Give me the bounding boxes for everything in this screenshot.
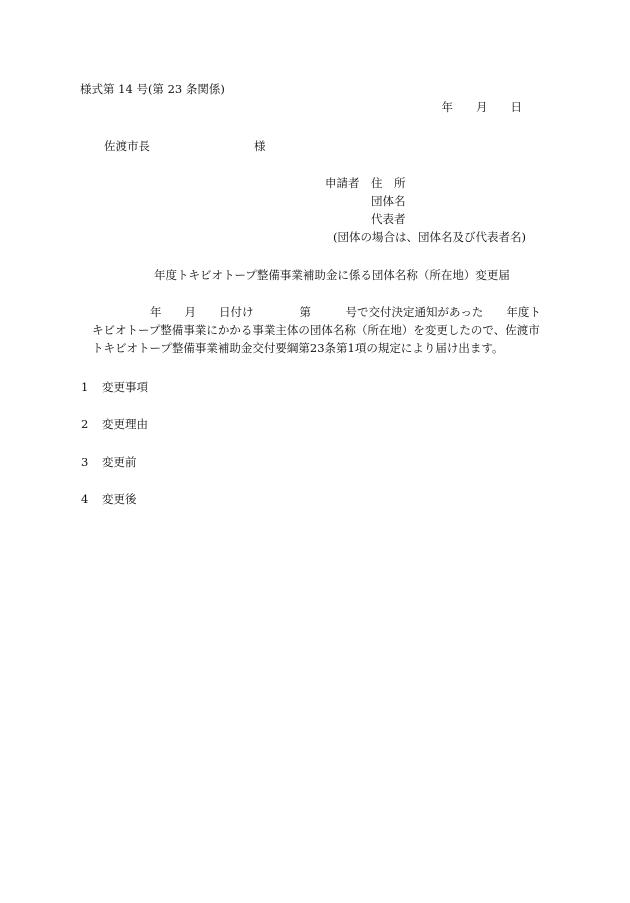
body-line: 年 月 日付け 第 号で交付決定通知があった 年度ト (150, 305, 541, 319)
item-label: 変更事項 (102, 380, 148, 394)
addressee-honorific: 様 (254, 139, 266, 153)
representative-label: 代表者 (371, 212, 406, 226)
address-label: 住 所 (371, 176, 406, 190)
item-number: 2 (81, 417, 89, 431)
group-name-label: 団体名 (371, 194, 406, 208)
item-label: 変更後 (102, 492, 137, 506)
applicant-label: 申請者 (325, 176, 360, 190)
applicant-note: (団体の場合は、団体名及び代表者名) (333, 230, 526, 244)
item-number: 3 (81, 455, 89, 469)
form-number: 様式第 14 号(第 23 条関係) (80, 82, 225, 96)
submission-date: 年 月 日 (441, 100, 522, 114)
body-line: キビオトープ整備事業にかかる事業主体の団体名称（所在地）を変更したので、佐渡市 (92, 323, 540, 337)
body-line: トキビオトープ整備事業補助金交付要綱第23条第1項の規定により届け出ます。 (92, 341, 504, 355)
item-number: 1 (81, 380, 89, 394)
document-title: 年度トキビオトープ整備事業補助金に係る団体名称（所在地）変更届 (154, 268, 510, 282)
item-label: 変更前 (102, 455, 137, 469)
item-number: 4 (81, 492, 89, 506)
addressee-name: 佐渡市長 (104, 139, 150, 153)
item-label: 変更理由 (102, 417, 148, 431)
